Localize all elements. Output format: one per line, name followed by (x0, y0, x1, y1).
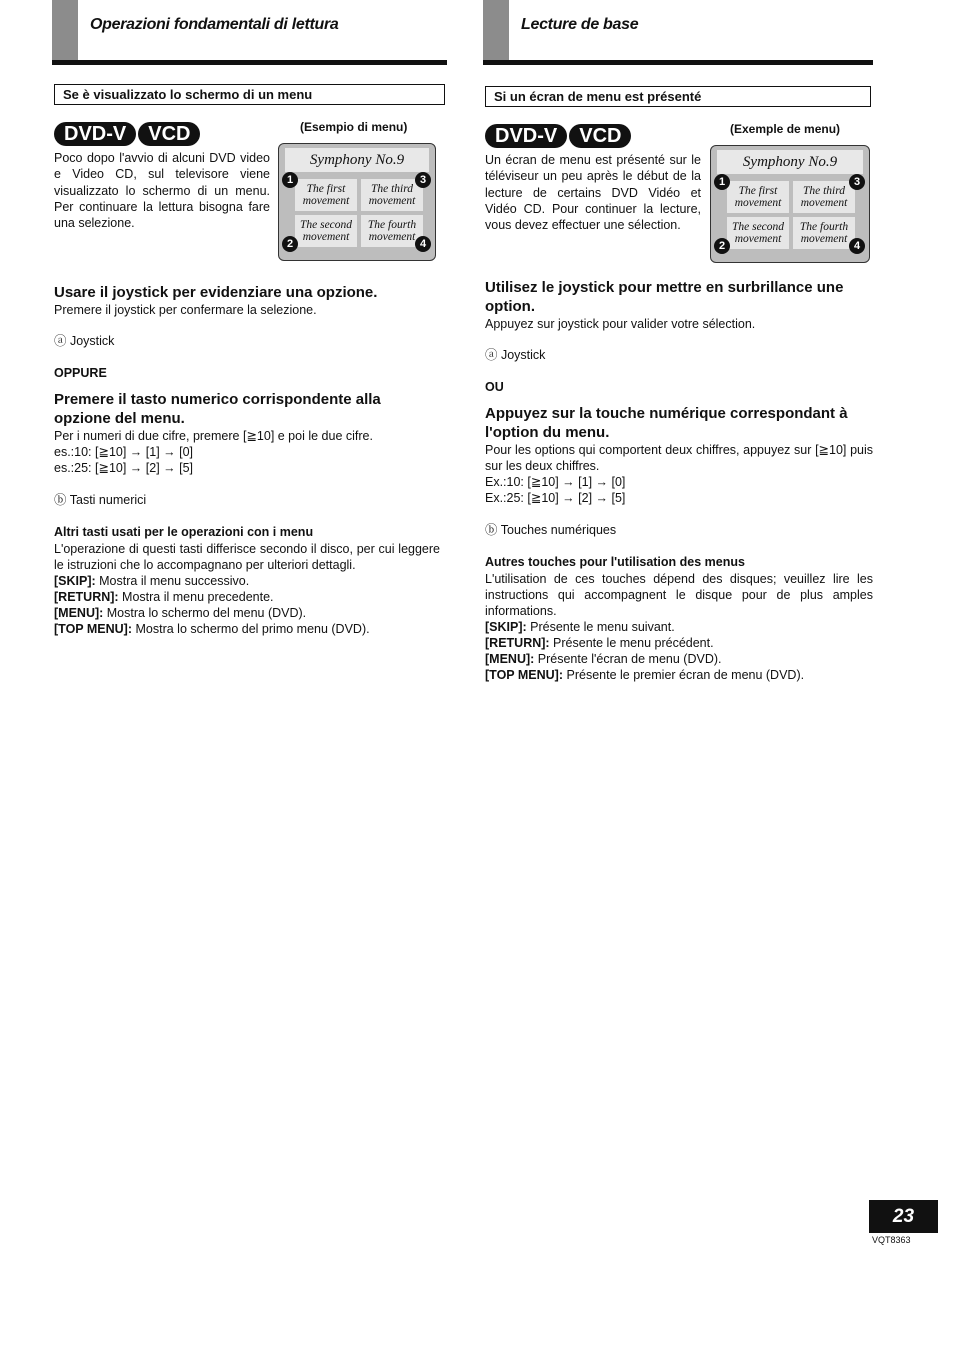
example-25: es.:25: [≧10] → [2] → [5] (54, 461, 194, 475)
dvd-v-badge: DVD-V (485, 124, 567, 148)
number-marker-2: 2 (714, 238, 730, 254)
section-title: Lecture de base (521, 16, 639, 33)
menu-item-line: The third (802, 185, 846, 197)
menu-item-line: The first (306, 183, 346, 195)
joystick-heading: Usare il joystick per evidenziare una opzione. (54, 284, 378, 301)
menu-item-3 (361, 179, 423, 211)
header-bar (483, 0, 509, 62)
menu-item-line: movement (368, 231, 416, 243)
number-marker-3: 3 (415, 172, 431, 188)
menu-item-line: movement (302, 195, 350, 207)
number-marker-1: 1 (714, 174, 730, 190)
vcd-badge: VCD (569, 124, 631, 148)
joystick-text: Appuyez sur joystick pour valider votre sélection. (485, 317, 756, 331)
menu-item-2 (295, 215, 357, 247)
menu-item-3 (793, 181, 855, 213)
menu-item-line: movement (800, 197, 848, 209)
key-description: Mostra il menu successivo. (95, 574, 250, 588)
other-keys-heading: Autres touches pour l'utilisation des menus (485, 555, 745, 569)
key-description: Présente le menu suivant. (526, 620, 675, 634)
key-description: Présente le menu précédent. (549, 636, 714, 650)
document-code: VQT8363 (872, 1235, 911, 1245)
key-label: [SKIP]: (485, 620, 527, 634)
menu-item-1 (727, 181, 789, 213)
menu-item-line: The third (370, 183, 414, 195)
menu-item-line: The first (738, 185, 778, 197)
menu-item-1 (295, 179, 357, 211)
number-marker-2: 2 (282, 236, 298, 252)
menu-item-line: The second (299, 219, 353, 231)
key-label: [RETURN]: (54, 590, 119, 604)
numeric-text: Pour les options qui comportent deux chiffres, appuyez sur [≧10] puis sur les deux chiffres. (485, 443, 873, 473)
key-description: Présente le premier écran de menu (DVD). (563, 668, 805, 682)
key-description: Mostra il menu precedente. (118, 590, 274, 604)
dvd-v-badge: DVD-V (54, 122, 136, 146)
joystick-reference: ⓐ Joystick (485, 348, 546, 362)
other-keys-heading: Altri tasti usati per le operazioni con i menu (54, 525, 314, 539)
menu-title: Symphony No.9 (717, 150, 863, 174)
number-marker-1: 1 (282, 172, 298, 188)
vcd-badge: VCD (138, 122, 200, 146)
intro-paragraph: Un écran de menu est présenté sur le téléviseur un peu après le début de la lecture de certains DVD Vidéo et Vidéo CD. Pour continuer la lecture, vous devez effectuer une sélection. (485, 153, 701, 233)
key-label: [MENU]: (485, 652, 535, 666)
key-line-menu (54, 605, 306, 621)
menu-item-line: The fourth (367, 219, 417, 231)
key-line-skip (54, 573, 249, 589)
format-badges (485, 124, 633, 148)
number-marker-4: 4 (415, 236, 431, 252)
menu-item-line: movement (734, 233, 782, 245)
menu-item-4 (361, 215, 423, 247)
section-header (483, 0, 873, 66)
joystick-text: Premere il joystick per confermare la selezione. (54, 303, 317, 317)
example-10: Ex.:10: [≧10] → [1] → [0] (485, 475, 626, 489)
header-rule (483, 60, 873, 65)
page-number: 23 (869, 1200, 938, 1233)
french-column (483, 0, 873, 682)
example-25: Ex.:25: [≧10] → [2] → [5] (485, 491, 626, 505)
key-label: [TOP MENU]: (485, 668, 564, 682)
menu-item-4 (793, 217, 855, 249)
menu-item-line: The fourth (799, 221, 849, 233)
menu-item-line: movement (302, 231, 350, 243)
menu-item-line: movement (368, 195, 416, 207)
key-label: [SKIP]: (54, 574, 96, 588)
numeric-keys-reference: ⓑ Tasti numerici (54, 493, 147, 507)
key-description: Mostra lo schermo del primo menu (DVD). (132, 622, 370, 636)
header-rule (52, 60, 447, 65)
key-line-menu (485, 651, 722, 667)
other-keys-text: L'utilisation de ces touches dépend des disques; veuillez lire les instructions qui accompagnent le disque pour de plus amples informations. (485, 572, 873, 618)
numeric-heading: Appuyez sur la touche numérique correspondant à l'option du menu. (485, 405, 848, 441)
menu-title: Symphony No.9 (285, 148, 429, 172)
menu-item-line: movement (734, 197, 782, 209)
other-keys-text: L'operazione di questi tasti differisce secondo il disco, per cui leggere le istruzioni che lo accompagnano per ulteriori dettagli. (54, 542, 440, 572)
key-line-top-menu (485, 667, 804, 683)
joystick-reference: ⓐ Joystick (54, 334, 115, 348)
key-label: [RETURN]: (485, 636, 550, 650)
italian-column (52, 0, 447, 636)
key-label: [MENU]: (54, 606, 104, 620)
menu-item-line: The second (731, 221, 785, 233)
joystick-heading: Utilisez le joystick pour mettre en surbrillance une option. (485, 279, 844, 315)
menu-item-2 (727, 217, 789, 249)
key-description: Présente l'écran de menu (DVD). (534, 652, 722, 666)
or-label: OPPURE (54, 366, 107, 380)
section-header (52, 0, 447, 66)
menu-example-caption: (Exemple de menu) (730, 122, 841, 136)
key-line-return (54, 589, 274, 605)
boxed-subtitle: Se è visualizzato lo schermo di un menu (54, 84, 445, 105)
example-10: es.:10: [≧10] → [1] → [0] (54, 445, 194, 459)
or-label: OU (485, 380, 504, 394)
numeric-heading: Premere il tasto numerico corrispondente alla opzione del menu. (54, 391, 381, 427)
numeric-text: Per i numeri di due cifre, premere [≧10] e poi le due cifre. (54, 429, 373, 443)
number-marker-4: 4 (849, 238, 865, 254)
key-description: Mostra lo schermo del menu (DVD). (103, 606, 307, 620)
menu-example (278, 143, 436, 261)
number-marker-3: 3 (849, 174, 865, 190)
menu-example-caption: (Esempio di menu) (300, 120, 408, 134)
intro-paragraph: Poco dopo l'avvio di alcuni DVD video e Video CD, sul televisore viene visualizzato lo schermo di un menu. Per continuare la lettura bisogna fare una selezione. (54, 151, 270, 231)
menu-example (710, 145, 870, 263)
key-line-top-menu (54, 621, 370, 637)
key-line-return (485, 635, 714, 651)
boxed-subtitle: Si un écran de menu est présenté (485, 86, 871, 107)
key-line-skip (485, 619, 675, 635)
header-bar (52, 0, 78, 62)
key-label: [TOP MENU]: (54, 622, 133, 636)
section-title: Operazioni fondamentali di lettura (90, 16, 339, 33)
menu-item-line: movement (800, 233, 848, 245)
format-badges (54, 122, 202, 146)
numeric-keys-reference: ⓑ Touches numériques (485, 523, 617, 537)
